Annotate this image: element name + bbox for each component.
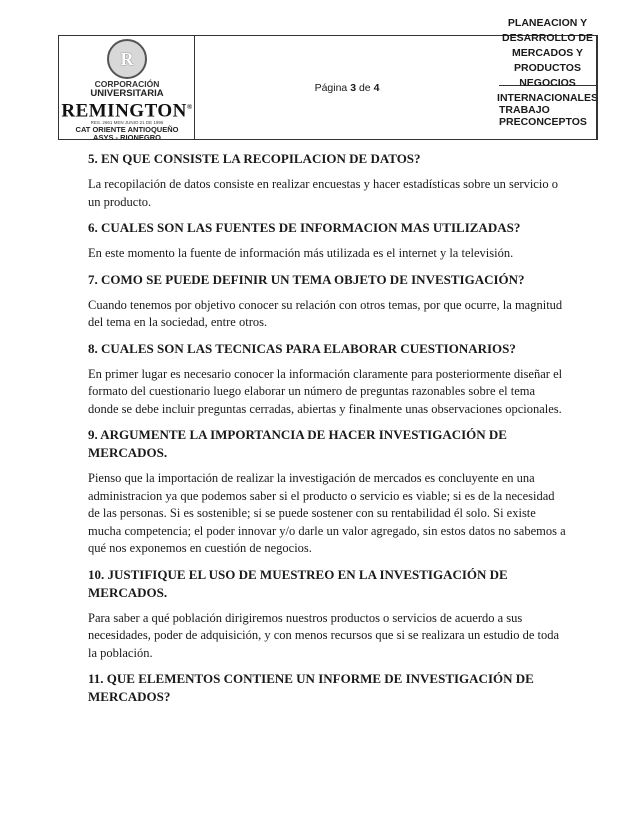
- logo-cell: [59, 36, 195, 143]
- answer-paragraph: Cuando tenemos por objetivo conocer su relación con otros temas, por que ocurre, la magnitud del tema en la sociedad, entre otros.: [88, 297, 563, 329]
- logo-line-resolution: RES. 2661 MEN JUNIO 21 DE 1996: [90, 120, 164, 126]
- answer-paragraph: Para saber a qué población dirigiremos nuestros productos o servicios de acuerdo a sus necesidades, poder de adquisición, y con menos recursos que si se realizara un estudio de toda la población.: [88, 610, 560, 660]
- question-heading: 5. EN QUE CONSISTE LA RECOPILACION DE DATOS?: [88, 151, 421, 166]
- page-label: Página: [314, 81, 348, 94]
- logo-line-asys: ASYS - RIONEGRO: [93, 133, 161, 143]
- logo-line-remington: REMINGTON®: [61, 100, 193, 122]
- page-of: de: [358, 81, 371, 94]
- section-8: [88, 340, 566, 419]
- section-11: [88, 670, 566, 706]
- university-seal-icon: R: [107, 39, 147, 79]
- university-logo: [59, 36, 195, 141]
- answer-paragraph: En primer lugar es necesario conocer la información claramente para posteriormente diseñar el formato del cuestionario luego elaborar un número de preguntas razonables sobre el tema donde se debe incluir preguntas cerradas, abiertas y finalmente unas observaciones opcionales.: [88, 366, 563, 416]
- section-6: [88, 219, 566, 263]
- document-header: [58, 16, 598, 143]
- logo-line-universitaria: UNIVERSITARIA: [90, 88, 164, 99]
- question-heading: 10. JUSTIFIQUE EL USO DE MUESTREO EN LA INVESTIGACIÓN DE MERCADOS.: [88, 566, 508, 600]
- answer-paragraph: La recopilación de datos consiste en realizar encuestas y hacer estadísticas sobre un servicio o un producto.: [88, 177, 558, 209]
- section-9: [88, 426, 566, 558]
- question-heading: 6. CUALES SON LAS FUENTES DE INFORMACION MAS UTILIZADAS?: [88, 220, 521, 235]
- logo-line-cat: CAT ORIENTE ANTIOQUEÑO: [75, 125, 179, 135]
- logo-line-corporacion: CORPORACIÓN: [94, 79, 160, 89]
- question-heading: 11. QUE ELEMENTOS CONTIENE UN INFORME DE INVESTIGACIÓN DE MERCADOS?: [88, 671, 534, 704]
- page-total: 4: [373, 81, 380, 94]
- page-indicator: [195, 36, 499, 139]
- question-heading: 7. COMO SE PUEDE DEFINIR UN TEMA OBJETO DE INVESTIGACIÓN?: [88, 271, 525, 287]
- document-body: [88, 150, 566, 714]
- answer-paragraph: En este momento la fuente de información más utilizada es el internet y la televisión.: [88, 246, 514, 260]
- page-current: 3: [350, 81, 357, 94]
- section-7: [88, 271, 566, 332]
- document-title: PLANEACION Y DESARROLLO DE MERCADOS Y PRODUCTOS NEGOCIOS INTERNACIONALES: [497, 16, 598, 104]
- question-heading: 8. CUALES SON LAS TECNICAS PARA ELABORAR CUESTIONARIOS?: [88, 340, 516, 356]
- section-5: [88, 150, 566, 211]
- section-10: [88, 566, 566, 663]
- answer-paragraph: Pienso que la importación de realizar la investigación de mercados es concluyente en una administracion ya que podemos saber si el producto o servicio es viable; si es de la necesidad de las personas. Si es sostenible; si se puede sostener con su rentabilidad él solo. Si existe mucha competencia; el poder innovar y/o darle un valor agregado, sin estos datos no sabemos a qué nos exponemos en cuestión de negocios.: [88, 471, 566, 555]
- document-subtitle: TRABAJO PRECONCEPTOS: [499, 86, 597, 139]
- question-heading: 9. ARGUMENTE LA IMPORTANCIA DE HACER INVESTIGACIÓN DE MERCADOS.: [88, 427, 507, 460]
